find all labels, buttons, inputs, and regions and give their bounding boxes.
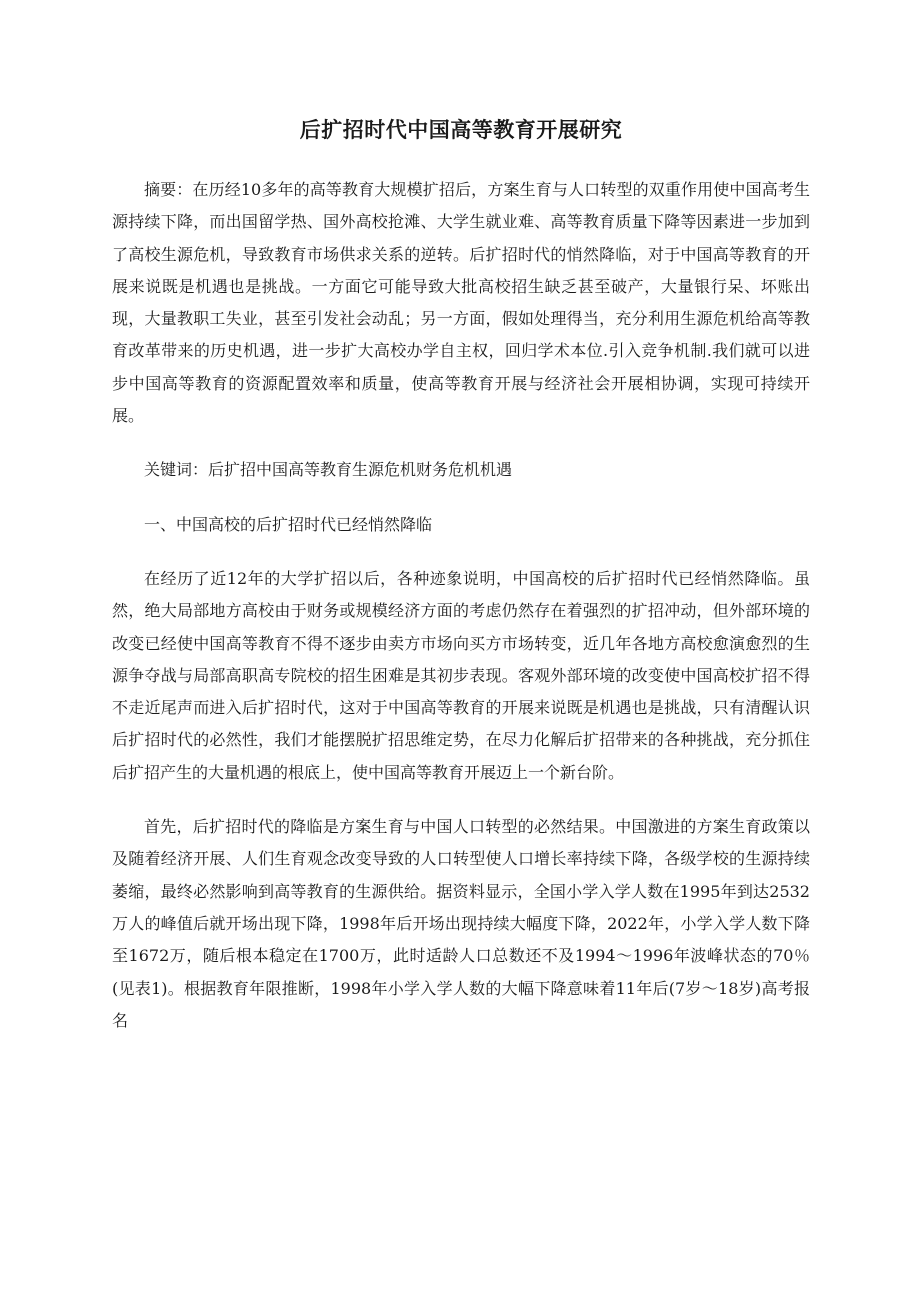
keywords-line: 关键词：后扩招中国高等教育生源危机财务危机机遇 [144,460,513,480]
section-heading: 一、中国高校的后扩招时代已经悄然降临 [144,514,433,534]
document-title: 后扩招时代中国高等教育开展研究 [299,118,623,142]
abstract-paragraph: 摘要：在历经10多年的高等教育大规模扩招后，方案生育与人口转型的双重作用使中国高考生源持续下降，而出国留学热、国外高校抢滩、大学生就业难、高等教育质量下降等因素进一步加到了高校生源危机，导致教育市场供求关系的逆转。后扩招时代的悄然降临，对于中国高等教育的开展来说既是机遇也是挑战。一方面它可能导致大批高校招生缺乏甚至破产，大量银行呆、坏账出现，大量教职工失业，甚至引发社会动乱；另一方面，假如处理得当，充分利用生源危机给高等教育改革带来的历史机遇，进一步扩大高校办学自主权，回归学术本位.引入竞争机制.我们就可以进步中国高等教育的资源配置效率和质量，使高等教育开展与经济社会开展相协调，实现可持续开展。 [112,180,810,426]
body-paragraph-1: 在经历了近12年的大学扩招以后，各种迹象说明，中国高校的后扩招时代已经悄然降临。虽然，绝大局部地方高校由于财务或规模经济方面的考虑仍然存在着强烈的扩招冲动，但外部环境的改变已经使中国高等教育不得不逐步由卖方市场向买方市场转变，近几年各地方高校愈演愈烈的生源争夺战与局部高职高专院校的招生困难是其初步表现。客观外部环境的改变使中国高校扩招不得不走近尾声而进入后扩招时代，这对于中国高等教育的开展来说既是机遇也是挑战，只有清醒认识后扩招时代的必然性，我们才能摆脱扩招思维定势，在尽力化解后扩招带来的各种挑战，充分抓住后扩招产生的大量机遇的根底上，使中国高等教育开展迈上一个新台阶。 [112,568,810,782]
body-paragraph-2: 首先，后扩招时代的降临是方案生育与中国人口转型的必然结果。中国激进的方案生育政策以及随着经济开展、人们生育观念改变导致的人口转型使人口增长率持续下降，各级学校的生源持续萎缩，最终必然影响到高等教育的生源供给。据资料显示，全国小学入学人数在1995年到达2532万人的峰值后就开场出现下降，1998年后开场出现持续大幅度下降，2022年，小学入学人数下降至1672万，随后根本稳定在1700万，此时适龄人口总数还不及1994～1996年波峰状态的70％(见表1)。根据教育年限推断，1998年小学入学人数的大幅下降意味着11年后(7岁～18岁)高考报名 [112,817,810,1030]
